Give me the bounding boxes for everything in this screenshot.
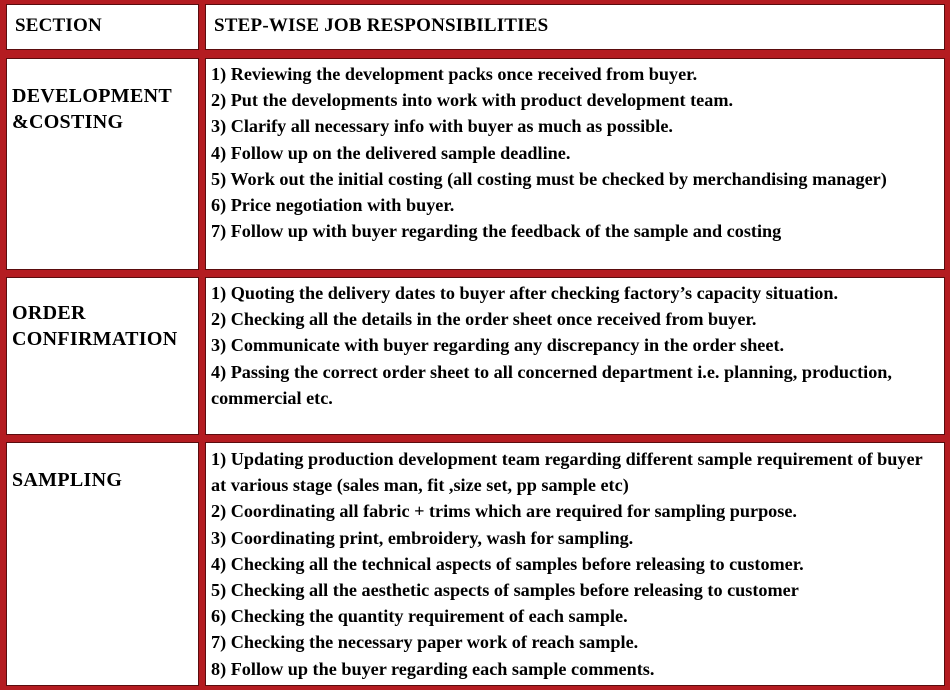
section-label-line: ORDER xyxy=(12,302,86,324)
section-label-line: CONFIRMATION xyxy=(12,328,178,350)
list-item: 1) Reviewing the development packs once received from buyer. xyxy=(211,64,698,84)
responsibility-list xyxy=(211,446,940,682)
section-label xyxy=(12,83,172,135)
section-label xyxy=(12,300,177,352)
responsibility-list xyxy=(211,61,940,244)
list-item: 4) Follow up on the delivered sample deadline. xyxy=(211,142,571,163)
list-item: 5) Checking all the aesthetic aspects of samples before releasing to customer xyxy=(211,580,799,601)
section-cell-sampling xyxy=(6,442,199,686)
list-item: 1) Updating production development team regarding different sample requirement of buyer at various stage (sales man, fit ,size set, pp sample etc) xyxy=(211,449,923,496)
list-item: 7) Follow up with buyer regarding the feedback of the sample and costing xyxy=(211,221,782,242)
list-item: 3) Coordinating print, embroidery, wash for sampling. xyxy=(211,527,634,548)
section-label-line: DEVELOPMENT xyxy=(12,85,172,107)
section-label xyxy=(12,467,122,493)
list-item: 4) Passing the correct order sheet to all concerned department i.e. planning, production, commercial etc. xyxy=(211,361,892,408)
header-section-label: SECTION xyxy=(15,15,102,36)
list-item: 6) Price negotiation with buyer. xyxy=(211,195,455,216)
header-responsibilities-label: STEP-WISE JOB RESPONSIBILITIES xyxy=(214,15,549,36)
responsibility-list xyxy=(211,280,940,411)
list-item: 3) Clarify all necessary info with buyer as much as possible. xyxy=(211,116,673,137)
header-section-cell xyxy=(6,4,199,50)
section-cell-order-confirmation xyxy=(6,277,199,435)
list-item: 2) Put the developments into work with product development team. xyxy=(211,90,734,111)
list-item: 1) Quoting the delivery dates to buyer after checking factory’s capacity situation. xyxy=(211,283,839,303)
section-label-line: SAMPLING xyxy=(12,469,123,491)
list-item: 2) Checking all the details in the order sheet once received from buyer. xyxy=(211,309,757,330)
list-item: 4) Checking all the technical aspects of samples before releasing to customer. xyxy=(211,553,804,574)
list-item: 5) Work out the initial costing (all costing must be checked by merchandising manager) xyxy=(211,168,887,189)
responsibilities-cell-sampling xyxy=(205,442,945,686)
list-item: 6) Checking the quantity requirement of each sample. xyxy=(211,606,628,627)
header-responsibilities-cell xyxy=(205,4,945,50)
section-cell-development xyxy=(6,58,199,270)
list-item: 2) Coordinating all fabric + trims which are required for sampling purpose. xyxy=(211,501,797,522)
section-label-line: &COSTING xyxy=(12,111,124,133)
list-item: 3) Communicate with buyer regarding any discrepancy in the order sheet. xyxy=(211,335,785,356)
responsibilities-cell-order-confirmation xyxy=(205,277,945,435)
list-item: 7) Checking the necessary paper work of reach sample. xyxy=(211,632,639,653)
responsibilities-cell-development xyxy=(205,58,945,270)
list-item: 8) Follow up the buyer regarding each sample comments. xyxy=(211,658,655,679)
